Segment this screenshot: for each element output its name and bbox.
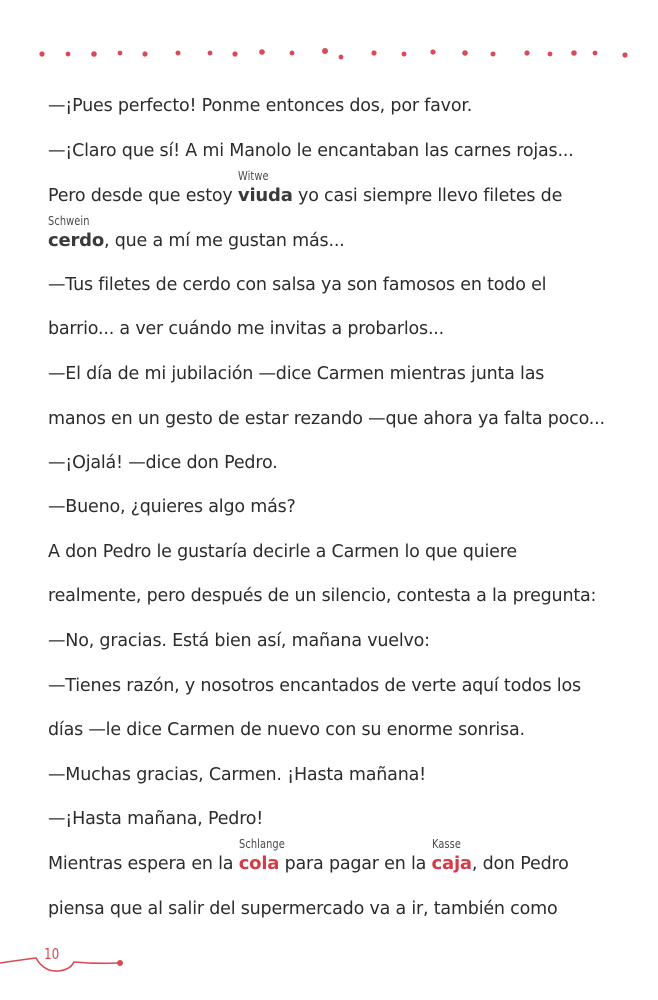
top-dot-border [0, 0, 658, 80]
text-line: —¡Claro que sí! A mi Manolo le encantaban las carnes rojas... [48, 141, 574, 161]
text-line: A don Pedro le gustaría decirle a Carmen lo que quiere [48, 542, 517, 562]
text-line: —¡Ojalá! —dice don Pedro. [48, 453, 278, 473]
vocab-keyword: cola [238, 853, 280, 874]
glossed-word [238, 837, 285, 876]
gloss-translation: Schwein [48, 214, 90, 228]
gloss-translation: Witwe [237, 169, 269, 183]
text-segment: para pagar en la [279, 854, 432, 874]
text-segment: yo casi siempre llevo filetes de [292, 186, 563, 206]
text-line: manos en un gesto de estar rezando —que ahora ya falta poco... [48, 409, 605, 429]
text-line: —El día de mi jubilación —dice Carmen mientras junta las [48, 364, 545, 384]
text-segment: , que a mí me gustan más... [104, 231, 345, 251]
text-line: días —le dice Carmen de nuevo con su enorme sonrisa. [48, 720, 525, 740]
text-line: —Muchas gracias, Carmen. ¡Hasta mañana! [48, 765, 426, 785]
text-line: —Tus filetes de cerdo con salsa ya son famosos en todo el [48, 275, 547, 295]
vocab-keyword: viuda [237, 185, 293, 206]
text-line: —Tienes razón, y nosotros encantados de verte aquí todos los [48, 676, 581, 696]
text-line: realmente, pero después de un silencio, contesta a la pregunta: [48, 586, 597, 606]
text-segment: , don Pedro [471, 854, 569, 874]
page-number: 10 [44, 945, 60, 963]
vocab-keyword: caja [431, 853, 472, 874]
text-line: —¡Hasta mañana, Pedro! [48, 809, 264, 829]
text-segment: Mientras espera en la [48, 854, 239, 874]
text-line [48, 214, 345, 253]
text-line: —Bueno, ¿quieres algo más? [48, 497, 296, 517]
text-line: —No, gracias. Está bien así, mañana vuelvo: [48, 631, 430, 651]
text-segment: Pero desde que estoy [48, 186, 238, 206]
vocab-keyword: cerdo [48, 230, 105, 251]
page-number-ornament [0, 930, 658, 980]
glossed-word [237, 169, 293, 208]
glossed-word [48, 214, 105, 253]
text-line [48, 837, 569, 876]
text-line: barrio... a ver cuándo me invitas a probarlos... [48, 319, 445, 339]
text-line: piensa que al salir del supermercado va a ir, también como [48, 899, 558, 919]
glossed-word [431, 837, 472, 876]
text-line [48, 169, 563, 208]
gloss-translation: Kasse [431, 837, 461, 851]
text-line: —¡Pues perfecto! Ponme entonces dos, por favor. [48, 96, 473, 116]
gloss-translation: Schlange [238, 837, 285, 851]
